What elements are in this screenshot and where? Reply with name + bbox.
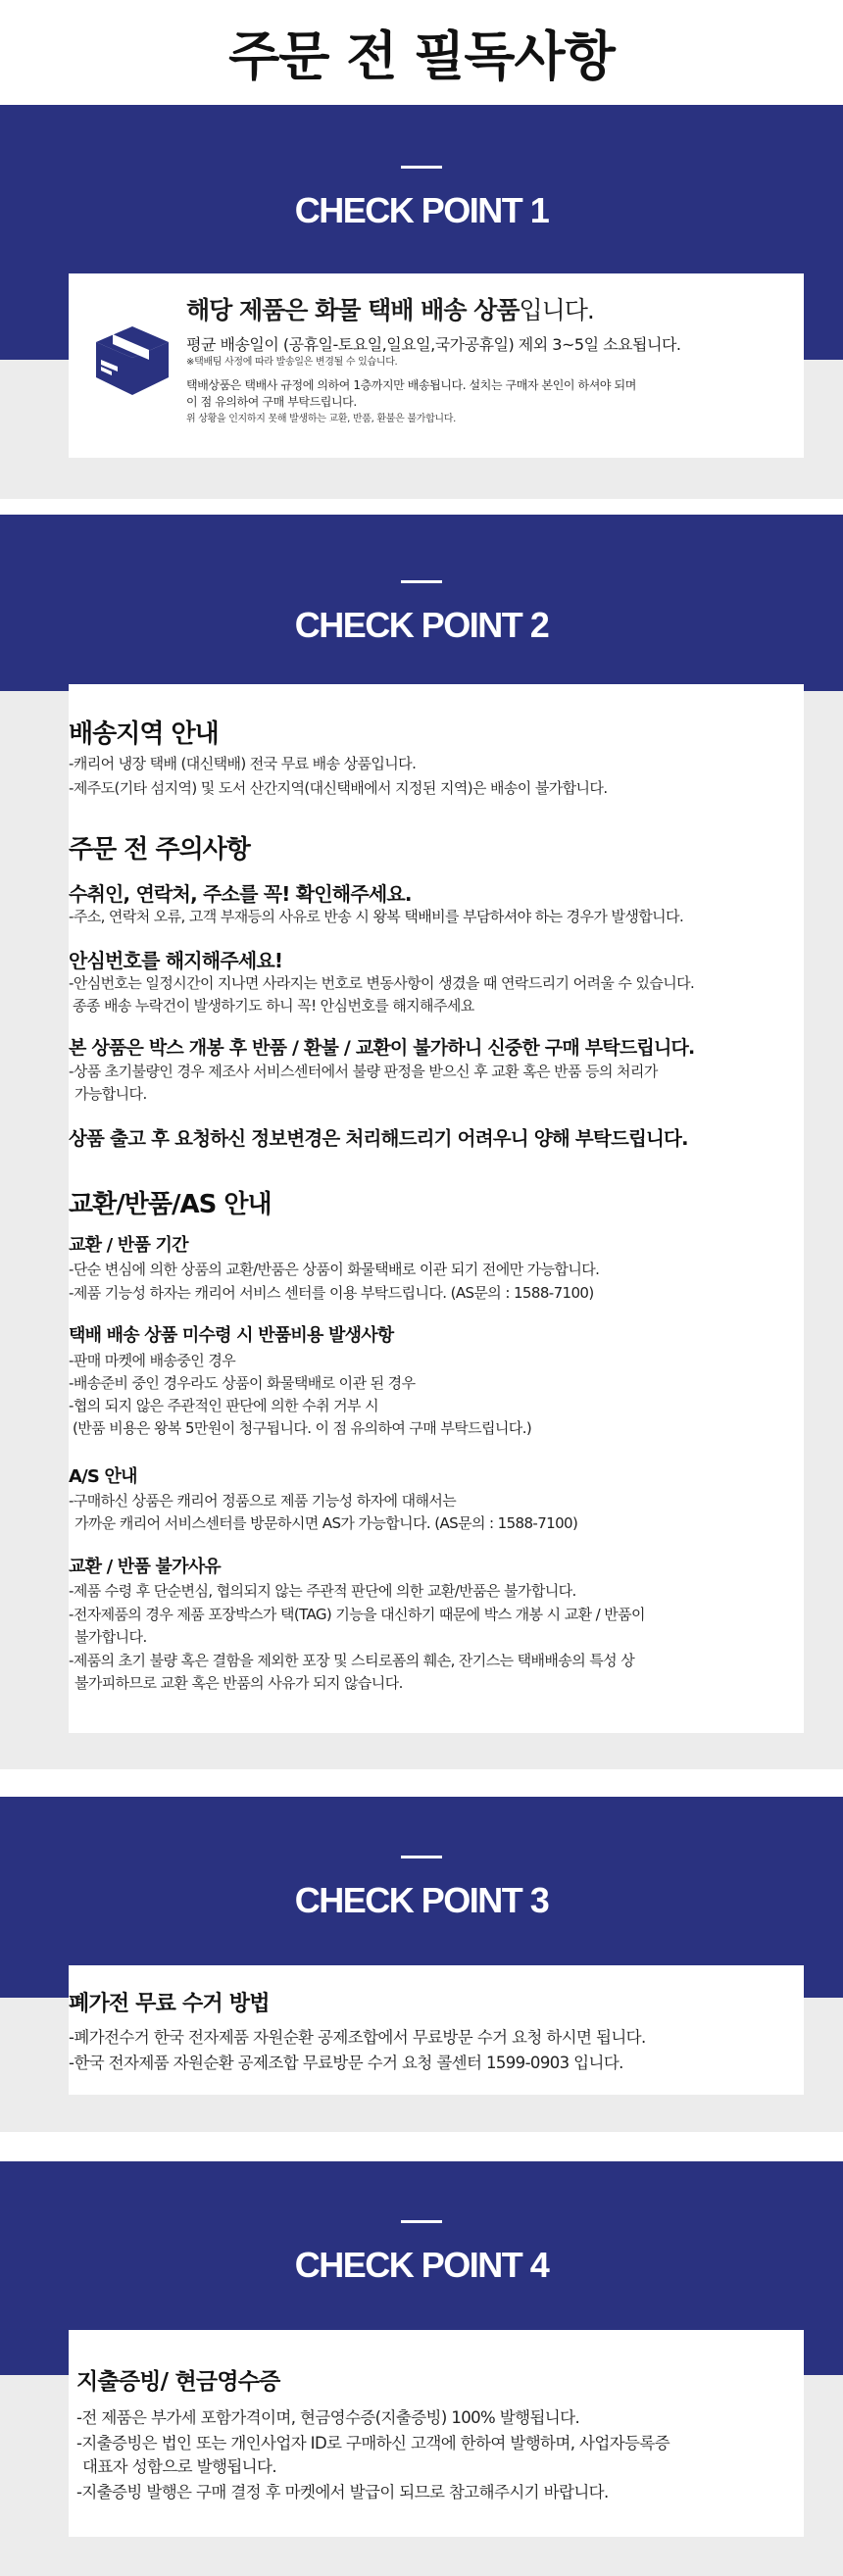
check-point-label: CHECK POINT 2	[294, 605, 549, 645]
policy-line: -제품 수령 후 단순변심, 협의되지 않는 주관적 판단에 의한 교환/반품은 불가합니다.	[69, 1582, 576, 1600]
check-point-label: CHECK POINT 4	[294, 2245, 549, 2285]
divider	[401, 2220, 442, 2223]
cp1-note: ※택배팀 사정에 따라 발송일은 변경될 수 있습니다.	[186, 357, 398, 368]
policy-line: 불가합니다.	[74, 1628, 147, 1646]
caution-item-title: 본 상품은 박스 개봉 후 반품 / 환불 / 교환이 불가하니 신중한 구매 부탁드립니다.	[69, 1037, 695, 1059]
check-point-label: CHECK POINT 3	[294, 1880, 549, 1920]
check-point-2-section	[0, 515, 843, 1769]
caution-item-title: 수취인, 연락처, 주소를 꼭! 확인해주세요.	[69, 882, 412, 906]
policy-line: -구매하신 상품은 캐리어 정품으로 제품 기능성 하자에 대해서는	[69, 1492, 457, 1510]
cp3-line: -한국 전자제품 자원순환 공제조합 무료방문 수거 요청 콜센터 1599-0903 입니다.	[69, 2054, 623, 2072]
policy-title: 택배 배송 상품 미수령 시 반품비용 발생사항	[69, 1325, 394, 1346]
caution-item-line: 가능합니다.	[74, 1085, 147, 1103]
check-point-1-section	[0, 105, 843, 499]
check-point-2-card	[69, 684, 804, 1733]
delivery-box-icon	[88, 321, 176, 399]
divider	[401, 1856, 442, 1858]
policy-title: 교환 / 반품 불가사유	[69, 1557, 221, 1577]
caution-item-line: -상품 초기불량인 경우 제조사 서비스센터에서 불량 판정을 받으신 후 교환 혹은 반품 등의 처리가	[69, 1063, 658, 1080]
check-point-3-section	[0, 1797, 843, 2132]
check-point-1-card	[69, 273, 804, 458]
policy-line: -제품의 초기 불량 혹은 결함을 제외한 포장 및 스티로폼의 훼손, 잔기스는 택배배송의 특성 상	[69, 1652, 635, 1669]
policy-title: A/S 안내	[69, 1466, 137, 1487]
policy-line: -전자제품의 경우 제품 포장박스가 택(TAG) 기능을 대신하기 때문에 박스 개봉 시 교환 / 반품이	[69, 1606, 645, 1623]
caution-item-line: 종종 배송 누락건이 발생하기도 하니 꼭! 안심번호를 해지해주세요	[73, 997, 474, 1015]
caution-item-title: 상품 출고 후 요청하신 정보변경은 처리해드리기 어려우니 양해 부탁드립니다.	[69, 1127, 688, 1150]
shipping-area-title: 배송지역 안내	[69, 719, 219, 749]
cp1-note: 위 상황을 인지하지 못해 발생하는 교환, 반품, 환불은 불가합니다.	[186, 414, 457, 424]
cp4-line: -지출증빙 발행은 구매 결정 후 마켓에서 발급이 되므로 참고해주시기 바랍니다.	[76, 2483, 609, 2502]
divider	[401, 166, 442, 169]
policy-line: 불가피하므로 교환 혹은 반품의 사유가 되지 않습니다.	[74, 1674, 403, 1692]
cp3-line: -폐가전수거 한국 전자제품 자원순환 공제조합에서 무료방문 수거 요청 하시면 됩니다.	[69, 2028, 646, 2047]
policy-line: -단순 변심에 의한 상품의 교환/반품은 상품이 화물택배로 이관 되기 전에만 가능합니다.	[69, 1261, 600, 1278]
cp1-note: 택배상품은 택배사 규정에 의하여 1층까지만 배송됩니다. 설치는 구매자 본인이 하셔야 되며	[186, 378, 636, 392]
cp1-delivery-days: 평균 배송일이 (공휴일-토요일,일요일,국가공휴일) 제외 3~5일 소요됩니다.	[186, 335, 681, 354]
exchange-as-title: 교환/반품/AS 안내	[69, 1190, 272, 1219]
cp4-line: 대표자 성함으로 발행됩니다.	[82, 2457, 277, 2476]
policy-title: 교환 / 반품 기간	[69, 1235, 188, 1256]
shipping-area-line: -캐리어 냉장 택배 (대신택배) 전국 무료 배송 상품입니다.	[69, 755, 417, 772]
caution-item-title: 안심번호를 해지해주세요!	[69, 949, 283, 972]
cp4-title: 지출증빙/ 현금영수증	[76, 2369, 280, 2395]
policy-line: -제품 기능성 하자는 캐리어 서비스 센터를 이용 부탁드립니다. (AS문의 : 1588-7100)	[69, 1284, 594, 1302]
check-point-4-card	[69, 2330, 804, 2537]
caution-title: 주문 전 주의사항	[69, 835, 250, 865]
cp4-line: -지출증빙은 법인 또는 개인사업자 ID로 구매하신 고객에 한하여 발행하며, 사업자등록증	[76, 2434, 670, 2452]
cp4-line: -전 제품은 부가세 포함가격이며, 현금영수증(지출증빙) 100% 발행됩니다.	[76, 2408, 580, 2427]
check-point-4-section	[0, 2161, 843, 2576]
check-point-3-card	[69, 1965, 804, 2095]
caution-item-line: -주소, 연락처 오류, 고객 부재등의 사유로 반송 시 왕복 택배비를 부담하셔야 하는 경우가 발생합니다.	[69, 908, 684, 925]
cp1-title: 해당 제품은 화물 택배 배송 상품입니다.	[186, 296, 594, 324]
page-title: 주문 전 필독사항	[228, 25, 615, 87]
shipping-area-line: -제주도(기타 섬지역) 및 도서 산간지역(대신택배에서 지정된 지역)은 배송이 불가합니다.	[69, 779, 608, 797]
policy-line: -판매 마켓에 배송중인 경우	[69, 1352, 236, 1369]
cp1-note: 이 점 유의하여 구매 부탁드립니다.	[186, 395, 357, 409]
policy-line: -배송준비 중인 경우라도 상품이 화물택배로 이관 된 경우	[69, 1374, 416, 1392]
policy-line: -협의 되지 않은 주관적인 판단에 의한 수취 거부 시	[69, 1397, 378, 1414]
caution-item-line: -안심번호는 일정시간이 지나면 사라지는 번호로 변동사항이 생겼을 때 연락드리기 어려울 수 있습니다.	[69, 974, 695, 992]
check-point-label: CHECK POINT 1	[294, 190, 549, 230]
divider	[401, 580, 442, 583]
policy-line: 가까운 캐리어 서비스센터를 방문하시면 AS가 가능합니다. (AS문의 : 1588-7100)	[74, 1514, 578, 1532]
policy-line: (반품 비용은 왕복 5만원이 청구됩니다. 이 점 유의하여 구매 부탁드립니다.)	[73, 1419, 532, 1437]
cp3-title: 폐가전 무료 수거 방법	[69, 1992, 270, 2016]
